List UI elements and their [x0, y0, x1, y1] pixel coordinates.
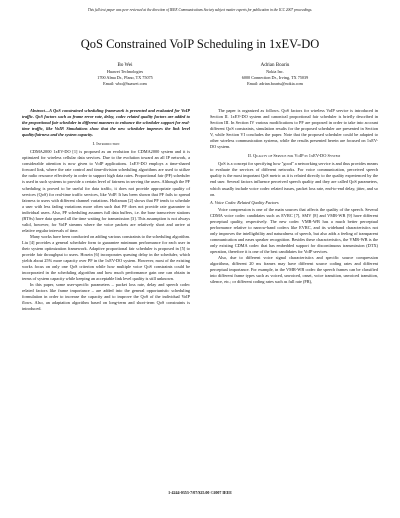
abstract-text: —A QoS constrained scheduling framework is presented and evaluated for VoIP traffic. QoS factors such as frame error rate, delay, codec related quality factors are added to the proportional fair scheduler in different manners to enhance the scheduler support for real-time traffic, like VoIP. Simulations show that the new scheduler improves the link level quality/fairness and the system capacity.: [22, 108, 190, 138]
author-address: 1700 Alma Dr., Plano, TX 75075: [97, 75, 153, 80]
abstract-label: Abstract: [30, 108, 45, 113]
paper-title: QoS Constrained VoIP Scheduling in 1xEV-DO: [80, 37, 320, 51]
page-footer: 1-4244-0353-7/07/$25.00 ©2007 IEEE: [168, 490, 232, 495]
right-column: [210, 108, 378, 285]
author-block-2: [200, 62, 350, 87]
peer-review-note: This full text paper was peer reviewed at the direction of IEEE Communications Society subject matter experts for publication in the ICC 2007 proceedings.: [87, 8, 313, 12]
section-heading-qos: II. Quality of Service for VoIP in 1xEV-DO System: [247, 153, 341, 159]
left-column: [22, 108, 190, 313]
abstract: [22, 108, 190, 138]
author-affiliation: Huawei Technologies: [106, 69, 144, 74]
author-name: Adrian Boariu: [260, 63, 290, 68]
author-email: Email: adrian.boariu@nokia.com: [247, 81, 303, 86]
section-heading-introduction: I. Introduction: [92, 141, 120, 147]
author-email: Email: wbo@huawei.com: [103, 81, 147, 86]
paragraph: The paper is organized as follows. QoS factors for wireless VoIP service is introduced in Section II. 1xEV-DO system and canonical proportional fair scheduler is briefly described in Section III. In Section IV various modifications to PF are proposed in order to take into account different QoS constraints, simulation results for the proposed scheduler are presented in Section V, while Section VI concludes the paper. Note that the proposed scheduler could be adapted to other wireless communication systems, while the results presented herein are focused on 1xEV-DO system.: [210, 108, 378, 150]
author-block-1: [50, 62, 200, 87]
author-address: 6000 Connection Dr., Irving, TX 75039: [241, 75, 309, 80]
paragraph: QoS is a concept for specifying how "good" a networking service is and thus provides means to evaluate the services of different networks. For voice communication, perceived speech quality is the most important QoS metric as it is related directly to the quality experienced by the end user. Several factors influence perceived speech quality and they are called QoS parameters, which usually include voice codec related issues, packet loss rate, end-to-end delay, jitter, and so on.: [210, 161, 378, 197]
paragraph: CDMA2000 1xEV-DO [1] is proposed as an evolution for CDMA2000 system and it is optimized for wireless cellular data services. Due to the evolution toward an all IP network, a considerable attention is now given to VoIP applications. 1xEV-DO employs a time-shared forward link, where the rate control and time-division scheduling algorithms are used to utilize the radio resource effectively in order to support high data rates. Proportional fair (PF) scheduler is used in such systems to provide a certain level of fairness in serving the users. Although the PF scheduling is proved to be useful for data traffic, it does not provide appropriate quality of services (QoS) for real-time traffic services, like VoIP. It has been shown that PF fails to spread fairness to users with different channel variations. Holtzman [2] shows that PF tends to schedule a user with less fading variations more often such that PF does not provide rate guarantee to individual users. Also, PF scheduling assumes full data buffers, i.e. the base transceiver stations (BTSs) have data queued all the time waiting for transmission [3]. This assumption is not always valid, however, for VoIP streams where the voice packets are relatively short and arrive at relative regular intervals of time.: [22, 149, 190, 233]
author-affiliation: Nokia Inc.: [266, 69, 284, 74]
paragraph: Many works have been conducted on adding various constraints to the scheduling algorithm. Liu [4] provides a general scheduler form to guarantee minimum performance for each user in their system optimization framework. Adaptive proportional fair scheduler is proposed in [5] to provide fair throughput to users. Hosein [6] incorporates queuing delay in the scheduler, which yields about 25% more capacity over PF in the 1xEV-DO system. However, most of the existing works focus on only one QoS criterion while how multiple voice QoS constraints could be incorporated in the scheduling algorithm and how much performance gain one can obtain in terms of system capacity while keeping an acceptable link level quality is still unknown.: [22, 233, 190, 282]
paragraph: In this paper, some user-specific parameters – packet loss rate, delay and speech codec related factors like frame importance – are added into the general opportunistic scheduling formulation in order to increase the capacity and to improve the QoS of the individual VoIP flows. Also, an adaptation algorithm based on long-term and short-term QoS constraints is introduced.: [22, 282, 190, 312]
author-name: Bo Wei: [117, 63, 133, 68]
paragraph: Voice compression is one of the main sources that affects the quality of the speech. Several CDMA voice codec candidates such as EVRC [7], SMV [8] and VMR-WB [9] have different perceptual quality, respectively. The new codec VMR-WB has a much better perceptual performance relative to narrow-band codecs like EVRC, and its wideband characteristics not only improves the intelligibility and naturalness of speech, but also adds a feeling of transparent communication and eases speaker recognition. Besides these characteristics, the VMR-WB is the only existing CDMA codec that has embedded support for discontinuous transmission (DTX) operation, therefore it is one of the best candidates for VoIP services.: [210, 206, 378, 254]
subsection-heading-codec: A. Voice Codec Related Quality Factors: [210, 199, 279, 205]
paragraph: Also, due to different voice signal characteristics and specific source compression algorithms, different 20 ms frames may have different source coding rates and different perceptual importance. For example, in the VMR-WB codec the speech frames can be classified into different frame types such as voiced, unvoiced, onset, voice transition, unvoiced transition, silence, etc.; or different coding rates such as full rate (FR),: [210, 254, 378, 285]
